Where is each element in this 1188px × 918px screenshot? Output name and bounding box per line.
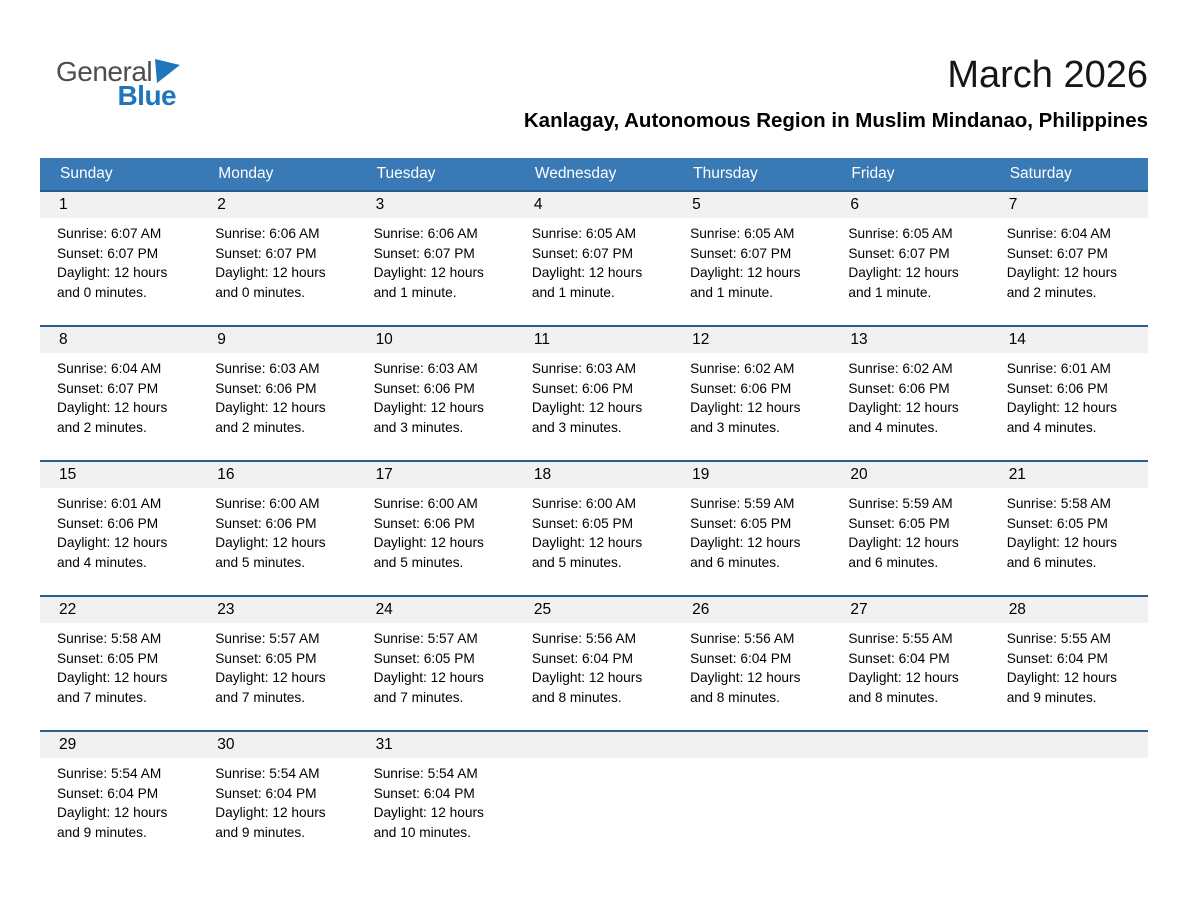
sunset-text: Sunset: 6:06 PM <box>57 515 159 531</box>
sunrise-text: Sunrise: 6:05 AM <box>531 226 637 241</box>
sunset-text: Sunset: 6:05 PM <box>373 650 475 666</box>
day-cell-4 <box>515 191 673 326</box>
daylight-text-line1: Daylight: 12 hours <box>531 535 643 550</box>
daylight-text-line2: and 7 minutes. <box>57 689 147 705</box>
day-details <box>357 218 515 325</box>
daylight-text-line2: and 5 minutes. <box>531 554 622 570</box>
day-details <box>40 488 198 595</box>
day-cell-29 <box>40 731 198 865</box>
day-number: 20 <box>831 462 989 488</box>
daylight-text-line1: Daylight: 12 hours <box>848 265 959 280</box>
day-details <box>515 488 673 595</box>
day-details <box>673 218 831 325</box>
sunset-text: Sunset: 6:07 PM <box>690 245 792 261</box>
sunset-text: Sunset: 6:05 PM <box>848 515 950 531</box>
sunrise-text: Sunrise: 6:02 AM <box>848 361 953 376</box>
daylight-text-line1: Daylight: 12 hours <box>531 265 643 280</box>
day-number: 23 <box>198 597 356 623</box>
empty-day-cell <box>515 731 673 865</box>
day-details <box>990 353 1148 460</box>
sunrise-text: Sunrise: 6:00 AM <box>373 496 478 511</box>
day-number: 18 <box>515 462 673 488</box>
day-details <box>673 623 831 730</box>
day-details <box>357 488 515 595</box>
daylight-text-line2: and 2 minutes. <box>215 419 306 435</box>
sunset-text: Sunset: 6:06 PM <box>848 380 950 396</box>
day-cell-30 <box>198 731 356 865</box>
sunrise-text: Sunrise: 5:54 AM <box>57 766 162 781</box>
empty-day-cell <box>673 731 831 865</box>
sunrise-text: Sunrise: 6:00 AM <box>215 496 320 511</box>
daylight-text-line1: Daylight: 12 hours <box>1006 535 1118 550</box>
sunset-text: Sunset: 6:06 PM <box>531 380 634 396</box>
day-details <box>831 218 989 325</box>
daylight-text-line1: Daylight: 12 hours <box>373 670 484 685</box>
day-cell-2 <box>198 191 356 326</box>
daylight-text-line1: Daylight: 12 hours <box>57 805 168 820</box>
day-number: 13 <box>831 327 989 353</box>
sunset-text: Sunset: 6:07 PM <box>373 245 475 261</box>
daylight-text-line1: Daylight: 12 hours <box>373 805 484 820</box>
daylight-text-line2: and 10 minutes. <box>373 824 471 840</box>
daylight-text-line2: and 8 minutes. <box>531 689 622 705</box>
day-band-empty <box>673 732 831 758</box>
week-row-2 <box>40 326 1148 461</box>
daylight-text-line1: Daylight: 12 hours <box>215 670 326 685</box>
week-row-1 <box>40 191 1148 326</box>
daylight-text-line2: and 6 minutes. <box>848 554 939 570</box>
daylight-text-line1: Daylight: 12 hours <box>215 400 326 415</box>
day-details <box>357 623 515 730</box>
daylight-text-line2: and 4 minutes. <box>57 554 147 570</box>
daylight-text-line2: and 1 minute. <box>690 284 774 300</box>
daylight-text-line2: and 7 minutes. <box>373 689 464 705</box>
day-number: 24 <box>357 597 515 623</box>
daylight-text-line1: Daylight: 12 hours <box>848 535 959 550</box>
day-details <box>831 623 989 730</box>
day-details <box>198 218 356 325</box>
daylight-text-line2: and 1 minute. <box>848 284 932 300</box>
day-band-empty <box>990 732 1148 758</box>
daylight-text-line2: and 9 minutes. <box>57 824 147 840</box>
sunset-text: Sunset: 6:07 PM <box>57 245 159 261</box>
daylight-text-line1: Daylight: 12 hours <box>531 670 643 685</box>
day-number: 2 <box>198 192 356 218</box>
day-cell-7 <box>990 191 1148 326</box>
calendar-body <box>40 191 1148 865</box>
week-row-3 <box>40 461 1148 596</box>
daylight-text-line2: and 4 minutes. <box>848 419 939 435</box>
day-number: 4 <box>515 192 673 218</box>
day-details <box>990 488 1148 595</box>
day-details <box>40 218 198 325</box>
day-cell-8 <box>40 326 198 461</box>
day-cell-25 <box>515 596 673 731</box>
sunset-text: Sunset: 6:06 PM <box>373 380 475 396</box>
day-cell-24 <box>357 596 515 731</box>
weekday-header-thursday: Thursday <box>673 158 831 191</box>
daylight-text-line1: Daylight: 12 hours <box>1006 400 1118 415</box>
weekday-header-row <box>40 158 1148 191</box>
daylight-text-line1: Daylight: 12 hours <box>1006 670 1118 685</box>
daylight-text-line1: Daylight: 12 hours <box>1006 265 1118 280</box>
day-details <box>40 353 198 460</box>
day-number: 31 <box>357 732 515 758</box>
day-number: 11 <box>515 327 673 353</box>
day-cell-26 <box>673 596 831 731</box>
sunrise-text: Sunrise: 5:56 AM <box>690 631 795 646</box>
sunset-text: Sunset: 6:05 PM <box>531 515 634 531</box>
sunrise-text: Sunrise: 6:05 AM <box>848 226 953 241</box>
logo-text-general: General <box>56 56 153 87</box>
day-number: 10 <box>357 327 515 353</box>
location-subtitle: Kanlagay, Autonomous Region in Muslim Mindanao, Philippines <box>523 108 1148 132</box>
day-cell-17 <box>357 461 515 596</box>
daylight-text-line1: Daylight: 12 hours <box>690 400 801 415</box>
logo-text-blue: Blue <box>117 80 177 111</box>
weekday-header-saturday: Saturday <box>990 158 1148 191</box>
day-number: 22 <box>40 597 198 623</box>
day-details <box>40 623 198 730</box>
daylight-text-line2: and 0 minutes. <box>215 284 306 300</box>
day-cell-11 <box>515 326 673 461</box>
day-number: 7 <box>990 192 1148 218</box>
day-details <box>990 623 1148 730</box>
daylight-text-line2: and 6 minutes. <box>690 554 780 570</box>
sunrise-text: Sunrise: 5:54 AM <box>215 766 320 781</box>
sunset-text: Sunset: 6:06 PM <box>215 515 317 531</box>
sunset-text: Sunset: 6:04 PM <box>373 785 475 801</box>
daylight-text-line2: and 5 minutes. <box>373 554 464 570</box>
daylight-text-line2: and 3 minutes. <box>531 419 622 435</box>
day-cell-21 <box>990 461 1148 596</box>
week-row-5 <box>40 731 1148 865</box>
day-cell-19 <box>673 461 831 596</box>
day-cell-28 <box>990 596 1148 731</box>
calendar-head <box>40 158 1148 191</box>
sunrise-text: Sunrise: 6:01 AM <box>1006 361 1111 376</box>
sunset-text: Sunset: 6:04 PM <box>690 650 792 666</box>
daylight-text-line1: Daylight: 12 hours <box>215 535 326 550</box>
daylight-text-line2: and 7 minutes. <box>215 689 306 705</box>
title-block <box>40 56 1148 133</box>
daylight-text-line1: Daylight: 12 hours <box>690 535 801 550</box>
day-cell-18 <box>515 461 673 596</box>
sunrise-text: Sunrise: 6:03 AM <box>215 361 320 376</box>
day-number: 6 <box>831 192 989 218</box>
daylight-text-line1: Daylight: 12 hours <box>57 670 168 685</box>
daylight-text-line2: and 6 minutes. <box>1006 554 1097 570</box>
sunset-text: Sunset: 6:06 PM <box>690 380 792 396</box>
daylight-text-line1: Daylight: 12 hours <box>373 400 484 415</box>
calendar-table <box>40 158 1148 865</box>
sunset-text: Sunset: 6:05 PM <box>215 650 317 666</box>
day-details <box>990 218 1148 325</box>
sunrise-text: Sunrise: 6:01 AM <box>57 496 162 511</box>
sunset-text: Sunset: 6:05 PM <box>690 515 792 531</box>
daylight-text-line2: and 2 minutes. <box>57 419 147 435</box>
sunset-text: Sunset: 6:06 PM <box>215 380 317 396</box>
day-cell-27 <box>831 596 989 731</box>
daylight-text-line1: Daylight: 12 hours <box>531 400 643 415</box>
day-details <box>357 353 515 460</box>
weekday-header-friday: Friday <box>831 158 989 191</box>
day-cell-9 <box>198 326 356 461</box>
daylight-text-line2: and 1 minute. <box>373 284 457 300</box>
sunset-text: Sunset: 6:04 PM <box>531 650 634 666</box>
sunset-text: Sunset: 6:04 PM <box>1006 650 1108 666</box>
daylight-text-line2: and 5 minutes. <box>215 554 306 570</box>
sunrise-text: Sunrise: 6:06 AM <box>215 226 320 241</box>
sunrise-text: Sunrise: 5:56 AM <box>531 631 637 646</box>
day-cell-20 <box>831 461 989 596</box>
sunset-text: Sunset: 6:07 PM <box>1006 245 1108 261</box>
day-details <box>198 623 356 730</box>
daylight-text-line2: and 3 minutes. <box>373 419 464 435</box>
daylight-text-line2: and 0 minutes. <box>57 284 147 300</box>
sunset-text: Sunset: 6:07 PM <box>57 380 159 396</box>
empty-day-cell <box>831 731 989 865</box>
daylight-text-line1: Daylight: 12 hours <box>373 535 484 550</box>
day-details <box>515 353 673 460</box>
day-number: 9 <box>198 327 356 353</box>
sunrise-text: Sunrise: 6:05 AM <box>690 226 795 241</box>
daylight-text-line1: Daylight: 12 hours <box>57 400 168 415</box>
daylight-text-line2: and 8 minutes. <box>848 689 939 705</box>
day-band-empty <box>831 732 989 758</box>
sunrise-text: Sunrise: 6:04 AM <box>57 361 162 376</box>
weekday-header-sunday: Sunday <box>40 158 198 191</box>
sunrise-text: Sunrise: 6:00 AM <box>531 496 637 511</box>
sunrise-text: Sunrise: 5:59 AM <box>690 496 795 511</box>
day-number: 15 <box>40 462 198 488</box>
daylight-text-line1: Daylight: 12 hours <box>57 265 168 280</box>
day-details <box>515 218 673 325</box>
weekday-header-tuesday: Tuesday <box>357 158 515 191</box>
day-number: 21 <box>990 462 1148 488</box>
daylight-text-line2: and 9 minutes. <box>1006 689 1097 705</box>
day-cell-22 <box>40 596 198 731</box>
sunrise-text: Sunrise: 5:58 AM <box>57 631 162 646</box>
day-number: 17 <box>357 462 515 488</box>
day-details <box>357 758 515 865</box>
sunrise-text: Sunrise: 6:03 AM <box>531 361 637 376</box>
sunrise-text: Sunrise: 5:59 AM <box>848 496 953 511</box>
week-row-4 <box>40 596 1148 731</box>
day-cell-13 <box>831 326 989 461</box>
sunset-text: Sunset: 6:07 PM <box>848 245 950 261</box>
day-details <box>673 488 831 595</box>
sunset-text: Sunset: 6:05 PM <box>1006 515 1108 531</box>
daylight-text-line1: Daylight: 12 hours <box>215 805 326 820</box>
sunrise-text: Sunrise: 6:03 AM <box>373 361 478 376</box>
day-cell-23 <box>198 596 356 731</box>
day-number: 29 <box>40 732 198 758</box>
sunrise-text: Sunrise: 5:54 AM <box>373 766 478 781</box>
daylight-text-line1: Daylight: 12 hours <box>215 265 326 280</box>
sunset-text: Sunset: 6:04 PM <box>57 785 159 801</box>
sunrise-text: Sunrise: 5:57 AM <box>373 631 478 646</box>
day-cell-31 <box>357 731 515 865</box>
day-number: 26 <box>673 597 831 623</box>
day-number: 14 <box>990 327 1148 353</box>
daylight-text-line1: Daylight: 12 hours <box>690 265 801 280</box>
sunrise-text: Sunrise: 6:06 AM <box>373 226 478 241</box>
daylight-text-line2: and 1 minute. <box>531 284 615 300</box>
daylight-text-line1: Daylight: 12 hours <box>690 670 801 685</box>
sunrise-text: Sunrise: 6:07 AM <box>57 226 162 241</box>
day-cell-10 <box>357 326 515 461</box>
sunset-text: Sunset: 6:04 PM <box>215 785 317 801</box>
day-number: 19 <box>673 462 831 488</box>
day-number: 3 <box>357 192 515 218</box>
sunset-text: Sunset: 6:06 PM <box>1006 380 1108 396</box>
sunset-text: Sunset: 6:04 PM <box>848 650 950 666</box>
page-header <box>40 0 1148 158</box>
day-number: 5 <box>673 192 831 218</box>
day-number: 1 <box>40 192 198 218</box>
empty-day-cell <box>990 731 1148 865</box>
day-cell-16 <box>198 461 356 596</box>
day-band-empty <box>515 732 673 758</box>
day-cell-3 <box>357 191 515 326</box>
daylight-text-line1: Daylight: 12 hours <box>373 265 484 280</box>
day-number: 28 <box>990 597 1148 623</box>
sunset-text: Sunset: 6:06 PM <box>373 515 475 531</box>
day-cell-1 <box>40 191 198 326</box>
day-details <box>198 758 356 865</box>
daylight-text-line2: and 9 minutes. <box>215 824 306 840</box>
daylight-text-line1: Daylight: 12 hours <box>848 670 959 685</box>
sunrise-text: Sunrise: 5:58 AM <box>1006 496 1111 511</box>
daylight-text-line1: Daylight: 12 hours <box>57 535 168 550</box>
sunset-text: Sunset: 6:05 PM <box>57 650 159 666</box>
day-details <box>40 758 198 865</box>
day-cell-6 <box>831 191 989 326</box>
day-number: 27 <box>831 597 989 623</box>
sunset-text: Sunset: 6:07 PM <box>531 245 634 261</box>
day-number: 8 <box>40 327 198 353</box>
sunrise-text: Sunrise: 6:02 AM <box>690 361 795 376</box>
month-title: March 2026 <box>947 54 1148 96</box>
weekday-header-wednesday: Wednesday <box>515 158 673 191</box>
day-details <box>515 623 673 730</box>
day-number: 12 <box>673 327 831 353</box>
sunrise-text: Sunrise: 5:55 AM <box>1006 631 1111 646</box>
daylight-text-line1: Daylight: 12 hours <box>848 400 959 415</box>
day-details <box>831 353 989 460</box>
day-cell-15 <box>40 461 198 596</box>
day-number: 25 <box>515 597 673 623</box>
day-cell-12 <box>673 326 831 461</box>
daylight-text-line2: and 4 minutes. <box>1006 419 1097 435</box>
day-cell-14 <box>990 326 1148 461</box>
sunrise-text: Sunrise: 5:57 AM <box>215 631 320 646</box>
daylight-text-line2: and 8 minutes. <box>690 689 780 705</box>
sunrise-text: Sunrise: 6:04 AM <box>1006 226 1111 241</box>
day-details <box>198 488 356 595</box>
day-cell-5 <box>673 191 831 326</box>
daylight-text-line2: and 3 minutes. <box>690 419 780 435</box>
sunrise-text: Sunrise: 5:55 AM <box>848 631 953 646</box>
daylight-text-line2: and 2 minutes. <box>1006 284 1097 300</box>
day-number: 16 <box>198 462 356 488</box>
day-details <box>831 488 989 595</box>
weekday-header-monday: Monday <box>198 158 356 191</box>
day-details <box>198 353 356 460</box>
sunset-text: Sunset: 6:07 PM <box>215 245 317 261</box>
day-number: 30 <box>198 732 356 758</box>
day-details <box>673 353 831 460</box>
